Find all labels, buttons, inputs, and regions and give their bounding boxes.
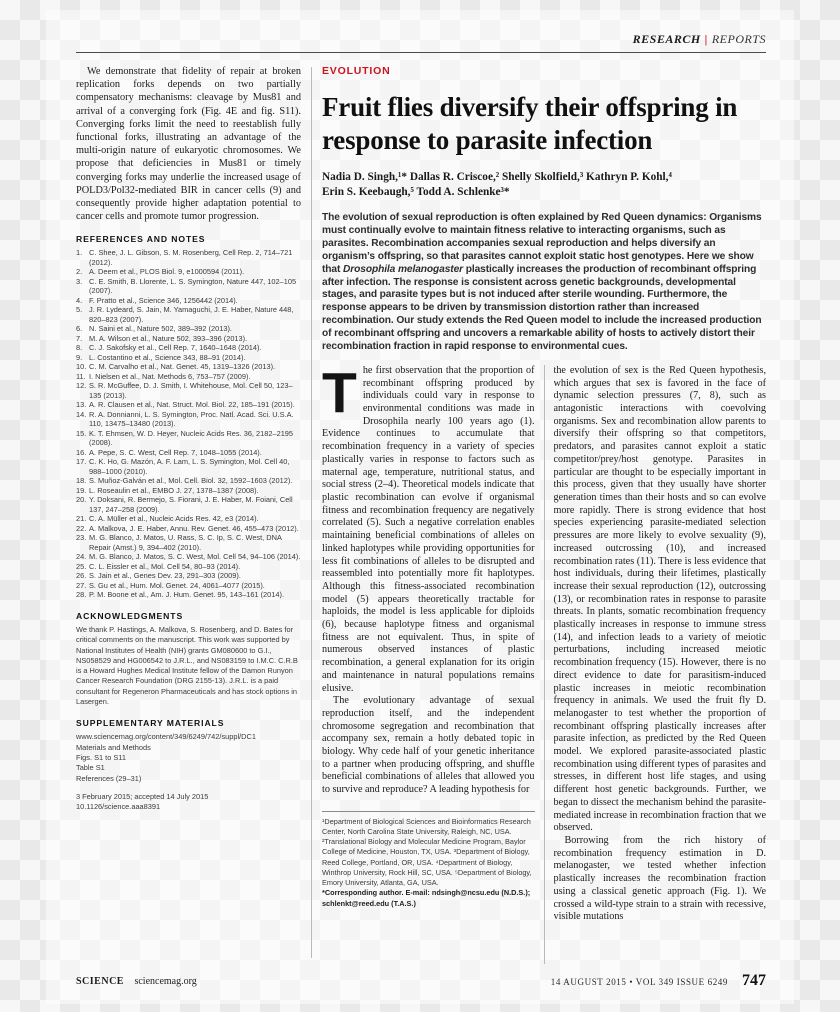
reference-text: C. E. Smith, B. Llorente, L. S. Symington, Nature 447, 102–105 (2007).: [89, 276, 297, 296]
reference-number: 23.: [76, 533, 87, 543]
reference-item: [76, 353, 301, 363]
body-column-divider: [544, 365, 545, 964]
affiliations-text: ¹Department of Biological Sciences and Bioinformatics Research Center, North Carolina State University, Raleigh, NC, USA. ²Translational Biology and Molecular Medicine Program, Baylor College of Medicine, Houston, TX, USA. ³Department of Biology, Reed College, Portland, OR, USA. ⁴Department of Biology, Winthrop University, Rock Hill, SC, USA. ⁵Department of Biology, Emory University, Atlanta, GA, USA.: [322, 816, 532, 888]
reference-text: K. T. Ehmsen, W. D. Heyer, Nucleic Acids Res. 36, 2182–2195 (2008).: [89, 428, 294, 448]
reference-item: [76, 334, 301, 344]
masthead-rule: [76, 52, 766, 53]
references-list: [76, 248, 301, 600]
reference-number: 14.: [76, 409, 87, 419]
reference-number: 26.: [76, 571, 87, 581]
author-list: [322, 170, 766, 200]
reference-text: P. M. Boone et al., Am. J. Hum. Genet. 95, 143–161 (2014).: [89, 590, 285, 600]
article-title: Fruit flies diversify their offspring in response to parasite infection: [322, 92, 738, 155]
body-column-2: [554, 365, 767, 964]
reference-number: 28.: [76, 590, 87, 600]
reference-item: [76, 495, 301, 514]
reference-number: 20.: [76, 495, 87, 505]
received-accepted-line: 3 February 2015; accepted 14 July 2015: [76, 791, 209, 801]
reference-item: [76, 486, 301, 496]
body-paragraph-1: [322, 365, 535, 695]
reference-text: S. R. McGuffee, D. J. Smith, I. Whitehouse, Mol. Cell 50, 123–135 (2013).: [89, 381, 293, 400]
footer-journal-block: [76, 976, 197, 987]
reference-text: A. Pepe, S. C. West, Cell Rep. 7, 1048–1055 (2014).: [89, 447, 262, 457]
body-columns: [322, 365, 766, 964]
article: [322, 65, 766, 964]
corresponding-author-note: *Corresponding author. E-mail: ndsingh@ncsu.edu (N.D.S.); schlenkt@reed.edu (T.A.S.): [322, 888, 531, 908]
reference-text: C. A. Müller et al., Nucleic Acids Res. 42, e3 (2014).: [89, 514, 259, 524]
references-heading: REFERENCES AND NOTES: [76, 234, 206, 245]
reference-text: C. L. Eissler et al., Mol. Cell 54, 80–93 (2014).: [89, 561, 241, 571]
reference-text: Y. Doksani, R. Bermejo, S. Fiorani, J. E. Haber, M. Foiani, Cell 137, 247–258 (2009).: [89, 495, 293, 514]
reference-item: [76, 562, 301, 572]
reference-item: [76, 581, 301, 591]
left-column: [76, 65, 301, 964]
reference-text: I. Nielsen et al., Nat. Methods 6, 753–757 (2009).: [89, 371, 251, 381]
reference-text: S. Muñoz-Galván et al., Mol. Cell. Biol. 32, 1592–1603 (2012).: [89, 476, 293, 486]
reference-number: 3.: [76, 276, 83, 286]
intro-paragraph: We demonstrate that fidelity of repair at broken replication forks depends on two partially compensatory mechanisms: cleavage by Mus81 and arrival of a converging fork (Fig. 4E and fig. S11). Converging forks limit the need to reestablish fully functional forks, illustrating an advantage of the multi-origin nature of eukaryotic chromosomes. We propose that deficiencies in Mus81 or timely converging forks may underlie the increased usage of POLD3/Pol32-mediated BIR in cancer cells (9) and consequently provide higher adaptation potential to cancer cells and promote tumor progression.: [76, 66, 301, 223]
authors-line-1: Nadia D. Singh,¹* Dallas R. Criscoe,² Shelly Skolfield,³ Kathryn P. Kohl,⁴: [322, 171, 672, 183]
reference-number: 15.: [76, 428, 87, 438]
reference-text: S. Jain et al., Genes Dev. 23, 291–303 (2009).: [89, 571, 241, 581]
dropcap-letter: T: [322, 364, 357, 425]
reference-text: S. Gu et al., Hum. Mol. Genet. 24, 4061–4077 (2015).: [89, 580, 265, 590]
reference-item: [76, 524, 301, 534]
journal-page: [46, 10, 794, 1004]
reference-item: [76, 343, 301, 353]
reference-item: [76, 267, 301, 277]
body-column-1: [322, 365, 535, 964]
reference-text: M. G. Blanco, J. Matos, S. C. West, Mol. Cell 54, 94–106 (2014).: [89, 552, 301, 562]
reference-item: [76, 400, 301, 410]
masthead-divider: |: [704, 32, 708, 46]
reference-number: 8.: [76, 343, 83, 353]
reference-item: [76, 277, 301, 296]
reference-item: [76, 372, 301, 382]
reference-number: 19.: [76, 485, 87, 495]
reference-number: 9.: [76, 352, 83, 362]
supplementary-heading: SUPPLEMENTARY MATERIALS: [76, 718, 225, 729]
reference-number: 2.: [76, 267, 83, 277]
reference-text: J. R. Lydeard, S. Jain, M. Yamaguchi, J. E. Haber, Nature 448, 820–823 (2007).: [89, 305, 294, 324]
reference-number: 24.: [76, 552, 87, 562]
abstract-species-name: Drosophila melanogaster: [343, 263, 463, 275]
body-paragraph-1-text: he first observation that the proportion of recombinant offspring produced by individuals could vary in response to environmental conditions was made in Drosophila nearly 100 years ago (1). Evidence continues to accumulate that recombination frequency in a variety of species plastically varies in response to factors such as maternal age, temperature, nutritional status, and social stress (2–4). Theoretical models indicate that plastic recombination can evolve if organismal fitness and recombination frequency are negatively correlated (5). Such a negative correlation enables maintaining beneficial combinations of alleles on linked haplotypes while providing opportunities for less fit combinations of alleles to be disrupted and reassembled into potentially more fit haplotypes. Although this fitness-associated recombination model (5) appears theoretically tractable for haploids, the model is less applicable for diploids (6), because haplotype fitness and organismal fitness are not equivalent. Thus, in spite of numerous observed instances of plastic recombination, a general explanation for its origin and maintenance in natural populations remains elusive.: [322, 364, 535, 694]
page-footer: [76, 964, 766, 998]
reference-item: [76, 324, 301, 334]
affiliations-footnote: [322, 811, 535, 909]
reference-number: 5.: [76, 305, 83, 315]
supplementary-line: References (29–31): [76, 773, 142, 783]
authors-line-2: Erin S. Keebaugh,⁵ Todd A. Schlenke³*: [322, 186, 510, 198]
reference-number: 18.: [76, 476, 87, 486]
reference-item: [76, 533, 301, 552]
reference-number: 13.: [76, 400, 87, 410]
reference-text: F. Pratto et al., Science 346, 1256442 (2014).: [89, 295, 238, 305]
reference-item: [76, 457, 301, 476]
reference-number: 6.: [76, 324, 83, 334]
body-paragraph-3: the evolution of sex is the Red Queen hypothesis, which argues that sex is favored in the face of dynamic selection pressures (7, 8), such as antagonistic interactions with coevolving organisms. Sex and recombination allow parents to diversify their offspring so that competitors, predators, and parasites cannot exploit a static competitor/prey/host genotype. Parasites in particular are thought to be especially important in this process, given that they usually have shorter generation times than their hosts and so can evolve more rapidly. There is strong evidence that host species experiencing parasite-mediated selection pressures are more likely to evolve sexuality (9), increased outcrossing (10), and increased recombination rates (11). There is less evidence that host individuals, during their lifetimes, plastically increase their sexual reproduction (12), outcrossing (13), or recombination rates in response to parasite threats. In plants, somatic recombination frequency plastically increases in response to immune stress (14), and infection leads to a variety of meiotic perturbations, including increased meiotic recombination frequency (15). However, there is no direct evidence to date for parasitism-induced plastic increases in meiotic recombination frequency in animals. We used the fruit fly D. melanogaster to test whether the proportion of recombinant offspring plastically increases after parasite infection, as predicted by the Red Queen model. We explored parasite-associated plastic recombination using different types of parasites and stresses, in different host life stages, and using different host genetic backgrounds. Further, we began to dissect the mechanism behind the parasite-mediated increase in recombination fraction that we observed.: [553, 364, 766, 834]
footer-journal-site: sciencemag.org: [134, 975, 197, 987]
reference-text: N. Saini et al., Nature 502, 389–392 (2013).: [89, 324, 232, 334]
reference-text: C. Shee, J. L. Gibson, S. M. Rosenberg, Cell Rep. 2, 714–721 (2012).: [89, 248, 293, 267]
masthead: [76, 32, 766, 47]
reference-item: [76, 410, 301, 429]
reference-item: [76, 362, 301, 372]
reference-number: 4.: [76, 295, 83, 305]
reference-text: R. A. Donnianni, L. S. Symington, Proc. Natl. Acad. Sci. U.S.A. 110, 13475–13480 (2013).: [89, 409, 294, 429]
reference-item: [76, 476, 301, 486]
reference-text: M. G. Blanco, J. Matos, U. Rass, S. C. Ip, S. C. West, DNA Repair (Amst.) 9, 394–402 (2010).: [89, 533, 282, 552]
supplementary-line: www.sciencemag.org/content/349/6249/742/suppl/DC1: [76, 732, 256, 742]
footer-issue-line: 14 AUGUST 2015 • VOL 349 ISSUE 6249: [550, 977, 728, 987]
reference-number: 16.: [76, 447, 87, 457]
reference-text: C. K. Ho, G. Mazón, A. F. Lam, L. S. Symington, Mol. Cell 40, 988–1000 (2010).: [89, 457, 290, 476]
reference-number: 27.: [76, 580, 87, 590]
supplementary-line: Figs. S1 to S11: [76, 752, 126, 762]
reference-item: [76, 296, 301, 306]
received-accepted-block: [76, 792, 301, 813]
reference-number: 25.: [76, 561, 87, 571]
footer-page-number: 747: [742, 972, 766, 989]
abstract: [322, 212, 766, 354]
reference-number: 12.: [76, 381, 87, 391]
abstract-text-continued: plastically increases the production of recombinant offspring after infection. The response is consistent across genetic backgrounds, developmental stages, and parasite types but is not induced after sterile wounding. Furthermore, the response appears to be driven by transmission distortion rather than increased recombination. Our study extends the Red Queen model to include the increased production of recombinant offspring and uncovers a remarkable ability of hosts to actively distort their recombination fraction in rapid response to environmental cues.: [322, 263, 762, 353]
reference-item: [76, 514, 301, 524]
reference-text: A. R. Clausen et al., Nat. Struct. Mol. Biol. 22, 185–191 (2015).: [89, 400, 295, 410]
column-divider: [311, 67, 312, 958]
reference-number: 1.: [76, 248, 83, 258]
footer-journal-name: SCIENCE: [76, 975, 124, 987]
reference-item: [76, 590, 301, 600]
reference-item: [76, 552, 301, 562]
reference-text: A. Deem et al., PLOS Biol. 9, e1000594 (2011).: [89, 267, 245, 277]
reference-item: [76, 571, 301, 581]
reference-text: A. Malkova, J. E. Haber, Annu. Rev. Genet. 46, 455–473 (2012).: [89, 523, 299, 533]
footer-issue-block: [551, 972, 766, 990]
reference-number: 11.: [76, 371, 86, 381]
reference-item: [76, 381, 301, 400]
reference-item: [76, 305, 301, 324]
doi-line: 10.1126/science.aaa8391: [76, 802, 161, 812]
reference-text: C. M. Carvalho et al., Nat. Genet. 45, 1319–1326 (2013).: [89, 362, 276, 372]
supplementary-line: Materials and Methods: [76, 742, 151, 752]
reference-item: [76, 248, 301, 267]
reference-item: [76, 429, 301, 448]
reference-text: L. Roseaulin et al., EMBO J. 27, 1378–1387 (2008).: [89, 485, 259, 495]
supplementary-list: [76, 732, 301, 783]
supplementary-line: Table S1: [76, 763, 105, 773]
reference-item: [76, 448, 301, 458]
acknowledgments-text: We thank P. Hastings, A. Malkova, S. Rosenberg, and D. Bates for critical comments on the manuscript. This work was supported by National Institutes of Health (NIH) grants GM080600 to G.I., NS058529 and HG006542 to J.R.L., and NS083159 to I.M.C. C.R.B is a Howard Hughes Medical Institute fellow of the Damon Runyon Cancer Research Foundation (DRG 2155-13). J.R.L. is a paid consultant for Regeneron Pharmaceuticals and has stock options in Lasergen.: [76, 624, 298, 707]
reference-text: M. A. Wilson et al., Nature 502, 393–396 (2013).: [89, 333, 248, 343]
reference-text: C. J. Sakofsky et al., Cell Rep. 7, 1640–1648 (2014).: [89, 343, 262, 353]
body-paragraph-4: Borrowing from the rich history of recombination frequency estimation in D. melanogaster, we tested whether infection plastically increases the recombination fraction using a classical genetic approach (Fig. 1). We crossed a wild-type strain to a strain with recessive, visible mutations: [553, 834, 766, 923]
reference-text: L. Costantino et al., Science 343, 88–91 (2014).: [89, 352, 246, 362]
abstract-text: The evolution of sexual reproduction is often explained by Red Queen dynamics: Organisms must continually evolve to maintain fitness relative to interacting organisms, such as parasites. Recombination accompanies sexual reproduction and helps diversify an organism’s offspring, so that parasites cannot exploit static host genotypes. Here we show that: [322, 212, 762, 275]
section-label: EVOLUTION: [322, 65, 391, 77]
reference-number: 17.: [76, 457, 87, 467]
masthead-reports-label: REPORTS: [711, 32, 766, 46]
acknowledgments-heading: ACKNOWLEDGMENTS: [76, 610, 184, 621]
masthead-research-label: RESEARCH: [632, 32, 701, 46]
reference-number: 21.: [76, 514, 87, 524]
body-paragraph-2: The evolutionary advantage of sexual reproduction itself, and the independent chromosome segregation and recombination that accompany sex, remain a hotly debated topic in biology. Why cede half of your genetic inheritance to a partner when producing offspring, and shuffle beneficial combinations of alleles that allowed you to survive and reproduce? A leading hypothesis for: [322, 695, 535, 796]
reference-number: 22.: [76, 523, 87, 533]
reference-number: 7.: [76, 333, 83, 343]
reference-number: 10.: [76, 362, 87, 372]
